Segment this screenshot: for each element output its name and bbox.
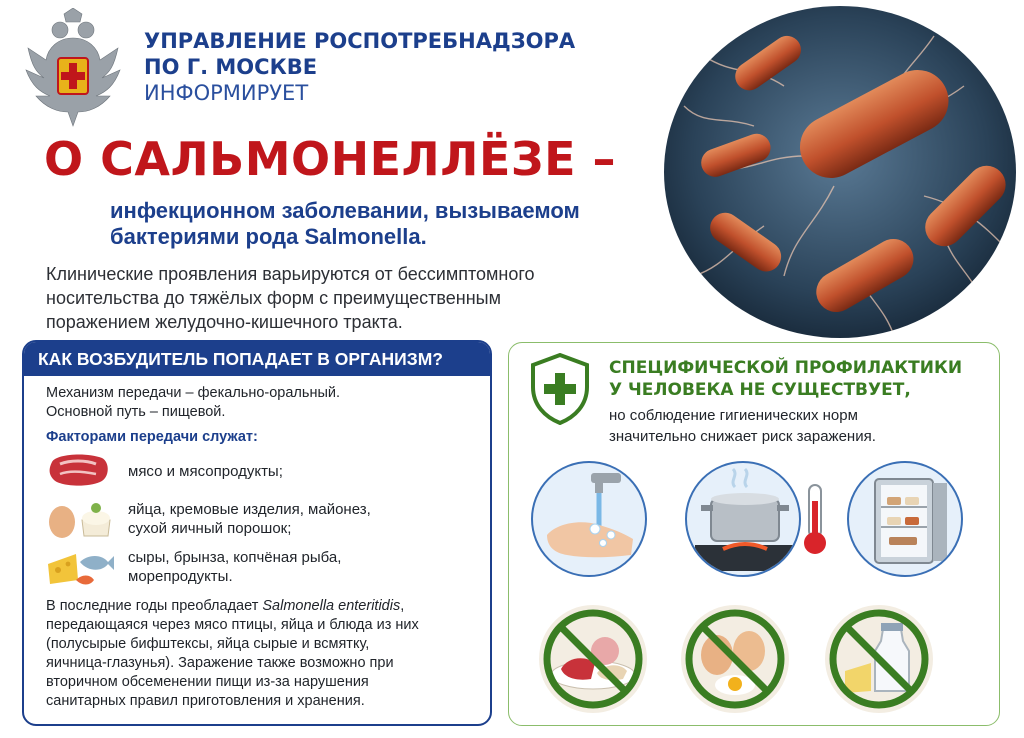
recent-line-4: яичница-глазунья). Заражение также возможно при <box>46 655 394 671</box>
rospotrebnadzor-emblem-icon <box>18 8 128 132</box>
factor-line-1: яйца, кремовые изделия, майонез, <box>128 501 371 518</box>
prevention-note-line-1: но соблюдение гигиенических норм <box>609 407 858 424</box>
lead-line-3: поражением желудочно-кишечного тракта. <box>46 312 403 332</box>
factor-item <box>46 495 476 543</box>
eggs-cream-icon <box>46 496 116 542</box>
no-raw-meat-icon <box>539 605 647 713</box>
cheese-fish-icon <box>46 544 116 590</box>
prevention-title <box>609 357 962 401</box>
prevention-note-line-2: значительно снижает риск заражения. <box>609 428 876 445</box>
no-raw-eggs-icon <box>681 605 789 713</box>
factor-item <box>46 543 476 591</box>
transmission-panel <box>22 340 492 726</box>
prevention-title-line-2: У ЧЕЛОВЕКА НЕ СУЩЕСТВУЕТ, <box>609 380 911 400</box>
transmission-route: Основной путь – пищевой. <box>46 404 226 420</box>
factor-line-2: сухой яичный порошок; <box>128 520 292 537</box>
no-raw-milk-icon <box>825 605 933 713</box>
org-line-3: ИНФОРМИРУЕТ <box>144 81 309 105</box>
transmission-heading: КАК ВОЗБУДИТЕЛЬ ПОПАДАЕТ В ОРГАНИЗМ? <box>24 342 490 376</box>
lead-line-1: Клинические проявления варьируются от бессимптомного <box>46 264 535 284</box>
lead-paragraph <box>46 262 606 334</box>
recent-line-2: передающаяся через мясо птицы, яйца и блюда из них <box>46 617 419 633</box>
subtitle-line-1: инфекционном заболевании, вызываемом <box>110 198 580 223</box>
factor-item <box>46 447 476 495</box>
factor-line-2: морепродукты. <box>128 568 233 585</box>
cooking-pot-icon <box>685 461 801 577</box>
thermometer-icon <box>799 481 831 557</box>
subtitle-line-2: бактериями рода Salmonella. <box>110 224 427 249</box>
recent-trends-paragraph <box>46 597 476 711</box>
org-header <box>144 28 575 106</box>
recent-line-1-italic: Salmonella enteritidis <box>262 598 401 614</box>
page-subtitle <box>110 198 580 250</box>
factors-heading: Факторами передачи служат: <box>46 429 258 445</box>
org-line-1: УПРАВЛЕНИЕ РОСПОТРЕБНАДЗОРА <box>144 29 576 53</box>
prevention-note <box>609 405 876 447</box>
shield-plus-icon <box>529 353 591 425</box>
recent-line-6: санитарных правил приготовления и хранения. <box>46 693 365 709</box>
salmonella-bacteria-illustration <box>664 6 1016 338</box>
refrigerator-icon <box>847 461 963 577</box>
recent-line-5: вторичном обсеменении пищи из-за нарушения <box>46 674 369 690</box>
handwashing-icon <box>531 461 647 577</box>
prevention-panel <box>508 342 1000 726</box>
lead-line-2: носительства до тяжёлых форм с преимущественным <box>46 288 501 308</box>
page-title: О САЛЬМОНЕЛЛЁЗЕ – <box>44 132 616 186</box>
factor-line-1: мясо и мясопродукты; <box>128 462 283 480</box>
prevention-title-line-1: СПЕЦИФИЧЕСКОЙ ПРОФИЛАКТИКИ <box>609 358 963 378</box>
org-line-2: ПО Г. МОСКВЕ <box>144 55 318 79</box>
transmission-mechanism: Механизм передачи – фекально-оральный. <box>46 385 341 401</box>
factor-line-1: сыры, брынза, копчёная рыба, <box>128 549 342 566</box>
recent-line-3: (полусырые бифштексы, яйца сырые и всмятку, <box>46 636 370 652</box>
recent-line-1-pre: В последние годы преобладает <box>46 598 263 614</box>
meat-icon <box>46 448 116 494</box>
recent-line-1-post: , <box>400 598 405 614</box>
